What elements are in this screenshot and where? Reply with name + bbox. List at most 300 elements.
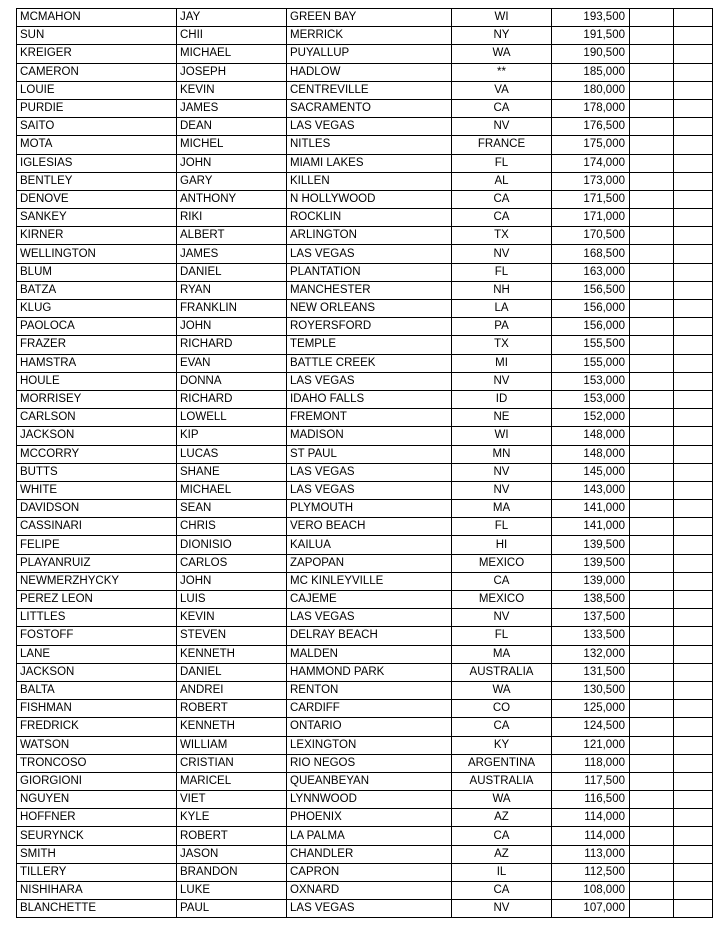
- table-row: [17, 445, 713, 463]
- last-name-cell: BENTLEY: [17, 172, 177, 190]
- amount-cell: 117,500: [552, 772, 630, 790]
- city-cell: MC KINLEYVILLE: [287, 572, 452, 590]
- amount-cell: 108,000: [552, 882, 630, 900]
- state-cell: WI: [452, 9, 552, 27]
- state-cell: KY: [452, 736, 552, 754]
- last-name-cell: FISHMAN: [17, 700, 177, 718]
- city-cell: MADISON: [287, 427, 452, 445]
- city-cell: ST PAUL: [287, 445, 452, 463]
- data-table: [16, 8, 713, 918]
- amount-cell: 173,000: [552, 172, 630, 190]
- last-name-cell: HAMSTRA: [17, 354, 177, 372]
- state-cell: HI: [452, 536, 552, 554]
- first-name-cell: VIET: [177, 791, 287, 809]
- amount-cell: 139,500: [552, 536, 630, 554]
- first-name-cell: BRANDON: [177, 863, 287, 881]
- last-name-cell: SAITO: [17, 118, 177, 136]
- last-name-cell: PLAYANRUIZ: [17, 554, 177, 572]
- amount-cell: 145,000: [552, 463, 630, 481]
- amount-cell: 139,500: [552, 554, 630, 572]
- last-name-cell: MCMAHON: [17, 9, 177, 27]
- state-cell: WI: [452, 427, 552, 445]
- city-cell: PHOENIX: [287, 809, 452, 827]
- city-cell: MALDEN: [287, 645, 452, 663]
- first-name-cell: DONNA: [177, 372, 287, 390]
- empty-cell: [674, 572, 713, 590]
- last-name-cell: JACKSON: [17, 663, 177, 681]
- amount-cell: 116,500: [552, 791, 630, 809]
- empty-cell: [630, 882, 674, 900]
- last-name-cell: CASSINARI: [17, 518, 177, 536]
- empty-cell: [630, 99, 674, 117]
- empty-cell: [630, 281, 674, 299]
- table-row: [17, 45, 713, 63]
- table-row: [17, 627, 713, 645]
- empty-cell: [630, 772, 674, 790]
- amount-cell: 138,500: [552, 591, 630, 609]
- table-row: [17, 463, 713, 481]
- table-row: [17, 754, 713, 772]
- empty-cell: [630, 572, 674, 590]
- first-name-cell: KYLE: [177, 809, 287, 827]
- last-name-cell: FRAZER: [17, 336, 177, 354]
- amount-cell: 193,500: [552, 9, 630, 27]
- state-cell: FL: [452, 154, 552, 172]
- table-row: [17, 154, 713, 172]
- last-name-cell: WELLINGTON: [17, 245, 177, 263]
- amount-cell: 180,000: [552, 81, 630, 99]
- state-cell: CA: [452, 827, 552, 845]
- table-row: [17, 809, 713, 827]
- first-name-cell: JAY: [177, 9, 287, 27]
- empty-cell: [674, 700, 713, 718]
- amount-cell: 112,500: [552, 863, 630, 881]
- state-cell: AUSTRALIA: [452, 663, 552, 681]
- empty-cell: [674, 81, 713, 99]
- city-cell: NEW ORLEANS: [287, 300, 452, 318]
- state-cell: NV: [452, 481, 552, 499]
- empty-cell: [674, 9, 713, 27]
- first-name-cell: MICHAEL: [177, 45, 287, 63]
- first-name-cell: LUKE: [177, 882, 287, 900]
- city-cell: FREMONT: [287, 409, 452, 427]
- amount-cell: 153,000: [552, 390, 630, 408]
- state-cell: NH: [452, 281, 552, 299]
- table-row: [17, 827, 713, 845]
- empty-cell: [630, 63, 674, 81]
- empty-cell: [674, 172, 713, 190]
- state-cell: CA: [452, 882, 552, 900]
- city-cell: LYNNWOOD: [287, 791, 452, 809]
- empty-cell: [630, 172, 674, 190]
- table-row: [17, 245, 713, 263]
- empty-cell: [674, 300, 713, 318]
- last-name-cell: FREDRICK: [17, 718, 177, 736]
- empty-cell: [630, 245, 674, 263]
- amount-cell: 107,000: [552, 900, 630, 918]
- table-row: [17, 554, 713, 572]
- last-name-cell: PEREZ LEON: [17, 591, 177, 609]
- empty-cell: [630, 627, 674, 645]
- empty-cell: [674, 190, 713, 208]
- table-row: [17, 845, 713, 863]
- city-cell: PUYALLUP: [287, 45, 452, 63]
- empty-cell: [630, 827, 674, 845]
- empty-cell: [630, 27, 674, 45]
- city-cell: RENTON: [287, 681, 452, 699]
- city-cell: LAS VEGAS: [287, 372, 452, 390]
- city-cell: LAS VEGAS: [287, 463, 452, 481]
- state-cell: AZ: [452, 809, 552, 827]
- empty-cell: [674, 554, 713, 572]
- state-cell: WA: [452, 791, 552, 809]
- amount-cell: 170,500: [552, 227, 630, 245]
- amount-cell: 152,000: [552, 409, 630, 427]
- city-cell: MANCHESTER: [287, 281, 452, 299]
- state-cell: AUSTRALIA: [452, 772, 552, 790]
- last-name-cell: KREIGER: [17, 45, 177, 63]
- city-cell: MERRICK: [287, 27, 452, 45]
- table-row: [17, 281, 713, 299]
- table-row: [17, 354, 713, 372]
- city-cell: ARLINGTON: [287, 227, 452, 245]
- first-name-cell: ANDREI: [177, 681, 287, 699]
- table-row: [17, 81, 713, 99]
- state-cell: CA: [452, 209, 552, 227]
- empty-cell: [674, 536, 713, 554]
- amount-cell: 130,500: [552, 681, 630, 699]
- empty-cell: [630, 663, 674, 681]
- table-row: [17, 190, 713, 208]
- empty-cell: [674, 845, 713, 863]
- table-row: [17, 900, 713, 918]
- empty-cell: [630, 900, 674, 918]
- last-name-cell: DENOVE: [17, 190, 177, 208]
- city-cell: CAPRON: [287, 863, 452, 881]
- empty-cell: [674, 736, 713, 754]
- state-cell: CO: [452, 700, 552, 718]
- table-row: [17, 518, 713, 536]
- empty-cell: [674, 609, 713, 627]
- city-cell: KILLEN: [287, 172, 452, 190]
- empty-cell: [674, 318, 713, 336]
- empty-cell: [630, 300, 674, 318]
- state-cell: AZ: [452, 845, 552, 863]
- city-cell: ZAPOPAN: [287, 554, 452, 572]
- table-row: [17, 791, 713, 809]
- city-cell: CAJEME: [287, 591, 452, 609]
- empty-cell: [674, 809, 713, 827]
- last-name-cell: NISHIHARA: [17, 882, 177, 900]
- state-cell: VA: [452, 81, 552, 99]
- table-row: [17, 9, 713, 27]
- amount-cell: 133,500: [552, 627, 630, 645]
- first-name-cell: JOSEPH: [177, 63, 287, 81]
- empty-cell: [630, 190, 674, 208]
- amount-cell: 132,000: [552, 645, 630, 663]
- table-row: [17, 700, 713, 718]
- empty-cell: [630, 9, 674, 27]
- state-cell: **: [452, 63, 552, 81]
- table-row: [17, 572, 713, 590]
- first-name-cell: LOWELL: [177, 409, 287, 427]
- empty-cell: [674, 791, 713, 809]
- city-cell: ONTARIO: [287, 718, 452, 736]
- city-cell: PLYMOUTH: [287, 500, 452, 518]
- last-name-cell: CARLSON: [17, 409, 177, 427]
- table-row: [17, 718, 713, 736]
- empty-cell: [674, 445, 713, 463]
- amount-cell: 171,000: [552, 209, 630, 227]
- first-name-cell: RICHARD: [177, 390, 287, 408]
- empty-cell: [630, 463, 674, 481]
- first-name-cell: DEAN: [177, 118, 287, 136]
- city-cell: BATTLE CREEK: [287, 354, 452, 372]
- empty-cell: [674, 45, 713, 63]
- empty-cell: [674, 427, 713, 445]
- empty-cell: [674, 645, 713, 663]
- empty-cell: [630, 500, 674, 518]
- first-name-cell: CHRIS: [177, 518, 287, 536]
- table-row: [17, 263, 713, 281]
- table-row: [17, 63, 713, 81]
- amount-cell: 185,000: [552, 63, 630, 81]
- amount-cell: 155,000: [552, 354, 630, 372]
- empty-cell: [674, 900, 713, 918]
- empty-cell: [674, 118, 713, 136]
- first-name-cell: ANTHONY: [177, 190, 287, 208]
- last-name-cell: MORRISEY: [17, 390, 177, 408]
- first-name-cell: ROBERT: [177, 827, 287, 845]
- city-cell: LA PALMA: [287, 827, 452, 845]
- empty-cell: [674, 481, 713, 499]
- empty-cell: [674, 245, 713, 263]
- last-name-cell: WATSON: [17, 736, 177, 754]
- first-name-cell: DIONISIO: [177, 536, 287, 554]
- last-name-cell: GIORGIONI: [17, 772, 177, 790]
- empty-cell: [630, 118, 674, 136]
- last-name-cell: KLUG: [17, 300, 177, 318]
- table-row: [17, 882, 713, 900]
- empty-cell: [674, 63, 713, 81]
- first-name-cell: KEVIN: [177, 81, 287, 99]
- first-name-cell: CRISTIAN: [177, 754, 287, 772]
- amount-cell: 131,500: [552, 663, 630, 681]
- empty-cell: [674, 154, 713, 172]
- state-cell: IL: [452, 863, 552, 881]
- amount-cell: 141,000: [552, 500, 630, 518]
- table-row: [17, 227, 713, 245]
- empty-cell: [630, 427, 674, 445]
- empty-cell: [630, 609, 674, 627]
- last-name-cell: BLANCHETTE: [17, 900, 177, 918]
- amount-cell: 114,000: [552, 827, 630, 845]
- state-cell: WA: [452, 45, 552, 63]
- first-name-cell: STEVEN: [177, 627, 287, 645]
- city-cell: ROCKLIN: [287, 209, 452, 227]
- empty-cell: [674, 390, 713, 408]
- last-name-cell: SEURYNCK: [17, 827, 177, 845]
- last-name-cell: NGUYEN: [17, 791, 177, 809]
- table-row: [17, 390, 713, 408]
- state-cell: NE: [452, 409, 552, 427]
- first-name-cell: MICHAEL: [177, 481, 287, 499]
- first-name-cell: ROBERT: [177, 700, 287, 718]
- state-cell: NV: [452, 900, 552, 918]
- amount-cell: 191,500: [552, 27, 630, 45]
- city-cell: LAS VEGAS: [287, 118, 452, 136]
- first-name-cell: JOHN: [177, 572, 287, 590]
- first-name-cell: KIP: [177, 427, 287, 445]
- empty-cell: [630, 536, 674, 554]
- city-cell: LAS VEGAS: [287, 900, 452, 918]
- first-name-cell: CARLOS: [177, 554, 287, 572]
- first-name-cell: JASON: [177, 845, 287, 863]
- empty-cell: [674, 99, 713, 117]
- last-name-cell: HOULE: [17, 372, 177, 390]
- empty-cell: [674, 463, 713, 481]
- first-name-cell: JAMES: [177, 245, 287, 263]
- empty-cell: [630, 554, 674, 572]
- amount-cell: 137,500: [552, 609, 630, 627]
- empty-cell: [630, 518, 674, 536]
- amount-cell: 168,500: [552, 245, 630, 263]
- last-name-cell: BLUM: [17, 263, 177, 281]
- empty-cell: [630, 372, 674, 390]
- amount-cell: 153,000: [552, 372, 630, 390]
- last-name-cell: CAMERON: [17, 63, 177, 81]
- empty-cell: [674, 227, 713, 245]
- amount-cell: 143,000: [552, 481, 630, 499]
- empty-cell: [674, 518, 713, 536]
- last-name-cell: TRONCOSO: [17, 754, 177, 772]
- first-name-cell: KENNETH: [177, 718, 287, 736]
- table-row: [17, 609, 713, 627]
- first-name-cell: RIKI: [177, 209, 287, 227]
- state-cell: NY: [452, 27, 552, 45]
- state-cell: MEXICO: [452, 554, 552, 572]
- empty-cell: [674, 663, 713, 681]
- amount-cell: 175,000: [552, 136, 630, 154]
- table-row: [17, 172, 713, 190]
- state-cell: NV: [452, 372, 552, 390]
- table-row: [17, 300, 713, 318]
- empty-cell: [630, 754, 674, 772]
- state-cell: FL: [452, 518, 552, 536]
- first-name-cell: KEVIN: [177, 609, 287, 627]
- city-cell: LAS VEGAS: [287, 481, 452, 499]
- amount-cell: 163,000: [552, 263, 630, 281]
- city-cell: CHANDLER: [287, 845, 452, 863]
- empty-cell: [630, 263, 674, 281]
- table-row: [17, 209, 713, 227]
- table-row: [17, 427, 713, 445]
- first-name-cell: ALBERT: [177, 227, 287, 245]
- first-name-cell: MICHEL: [177, 136, 287, 154]
- table-row: [17, 409, 713, 427]
- amount-cell: 156,000: [552, 300, 630, 318]
- empty-cell: [674, 718, 713, 736]
- empty-cell: [674, 281, 713, 299]
- amount-cell: 190,500: [552, 45, 630, 63]
- state-cell: FL: [452, 627, 552, 645]
- first-name-cell: EVAN: [177, 354, 287, 372]
- first-name-cell: LUCAS: [177, 445, 287, 463]
- last-name-cell: MCCORRY: [17, 445, 177, 463]
- last-name-cell: SUN: [17, 27, 177, 45]
- empty-cell: [674, 136, 713, 154]
- last-name-cell: BATZA: [17, 281, 177, 299]
- empty-cell: [674, 27, 713, 45]
- first-name-cell: SHANE: [177, 463, 287, 481]
- amount-cell: 156,500: [552, 281, 630, 299]
- empty-cell: [674, 827, 713, 845]
- state-cell: NV: [452, 463, 552, 481]
- first-name-cell: RICHARD: [177, 336, 287, 354]
- first-name-cell: DANIEL: [177, 663, 287, 681]
- empty-cell: [630, 45, 674, 63]
- state-cell: CA: [452, 99, 552, 117]
- amount-cell: 118,000: [552, 754, 630, 772]
- last-name-cell: WHITE: [17, 481, 177, 499]
- amount-cell: 155,500: [552, 336, 630, 354]
- table-row: [17, 318, 713, 336]
- table-row: [17, 536, 713, 554]
- last-name-cell: JACKSON: [17, 427, 177, 445]
- city-cell: NITLES: [287, 136, 452, 154]
- empty-cell: [674, 754, 713, 772]
- last-name-cell: KIRNER: [17, 227, 177, 245]
- last-name-cell: PAOLOCA: [17, 318, 177, 336]
- first-name-cell: GARY: [177, 172, 287, 190]
- empty-cell: [674, 627, 713, 645]
- table-row: [17, 736, 713, 754]
- amount-cell: 176,500: [552, 118, 630, 136]
- last-name-cell: HOFFNER: [17, 809, 177, 827]
- empty-cell: [630, 700, 674, 718]
- empty-cell: [630, 791, 674, 809]
- first-name-cell: JOHN: [177, 318, 287, 336]
- city-cell: TEMPLE: [287, 336, 452, 354]
- first-name-cell: LUIS: [177, 591, 287, 609]
- empty-cell: [674, 863, 713, 881]
- empty-cell: [630, 863, 674, 881]
- first-name-cell: FRANKLIN: [177, 300, 287, 318]
- city-cell: CENTREVILLE: [287, 81, 452, 99]
- last-name-cell: LANE: [17, 645, 177, 663]
- state-cell: FL: [452, 263, 552, 281]
- empty-cell: [630, 318, 674, 336]
- state-cell: ID: [452, 390, 552, 408]
- empty-cell: [674, 500, 713, 518]
- last-name-cell: TILLERY: [17, 863, 177, 881]
- amount-cell: 141,000: [552, 518, 630, 536]
- amount-cell: 174,000: [552, 154, 630, 172]
- empty-cell: [674, 354, 713, 372]
- amount-cell: 114,000: [552, 809, 630, 827]
- amount-cell: 113,000: [552, 845, 630, 863]
- table-row: [17, 645, 713, 663]
- state-cell: CA: [452, 718, 552, 736]
- city-cell: MIAMI LAKES: [287, 154, 452, 172]
- empty-cell: [630, 154, 674, 172]
- last-name-cell: DAVIDSON: [17, 500, 177, 518]
- empty-cell: [674, 772, 713, 790]
- table-row: [17, 99, 713, 117]
- amount-cell: 148,000: [552, 445, 630, 463]
- state-cell: LA: [452, 300, 552, 318]
- state-cell: MN: [452, 445, 552, 463]
